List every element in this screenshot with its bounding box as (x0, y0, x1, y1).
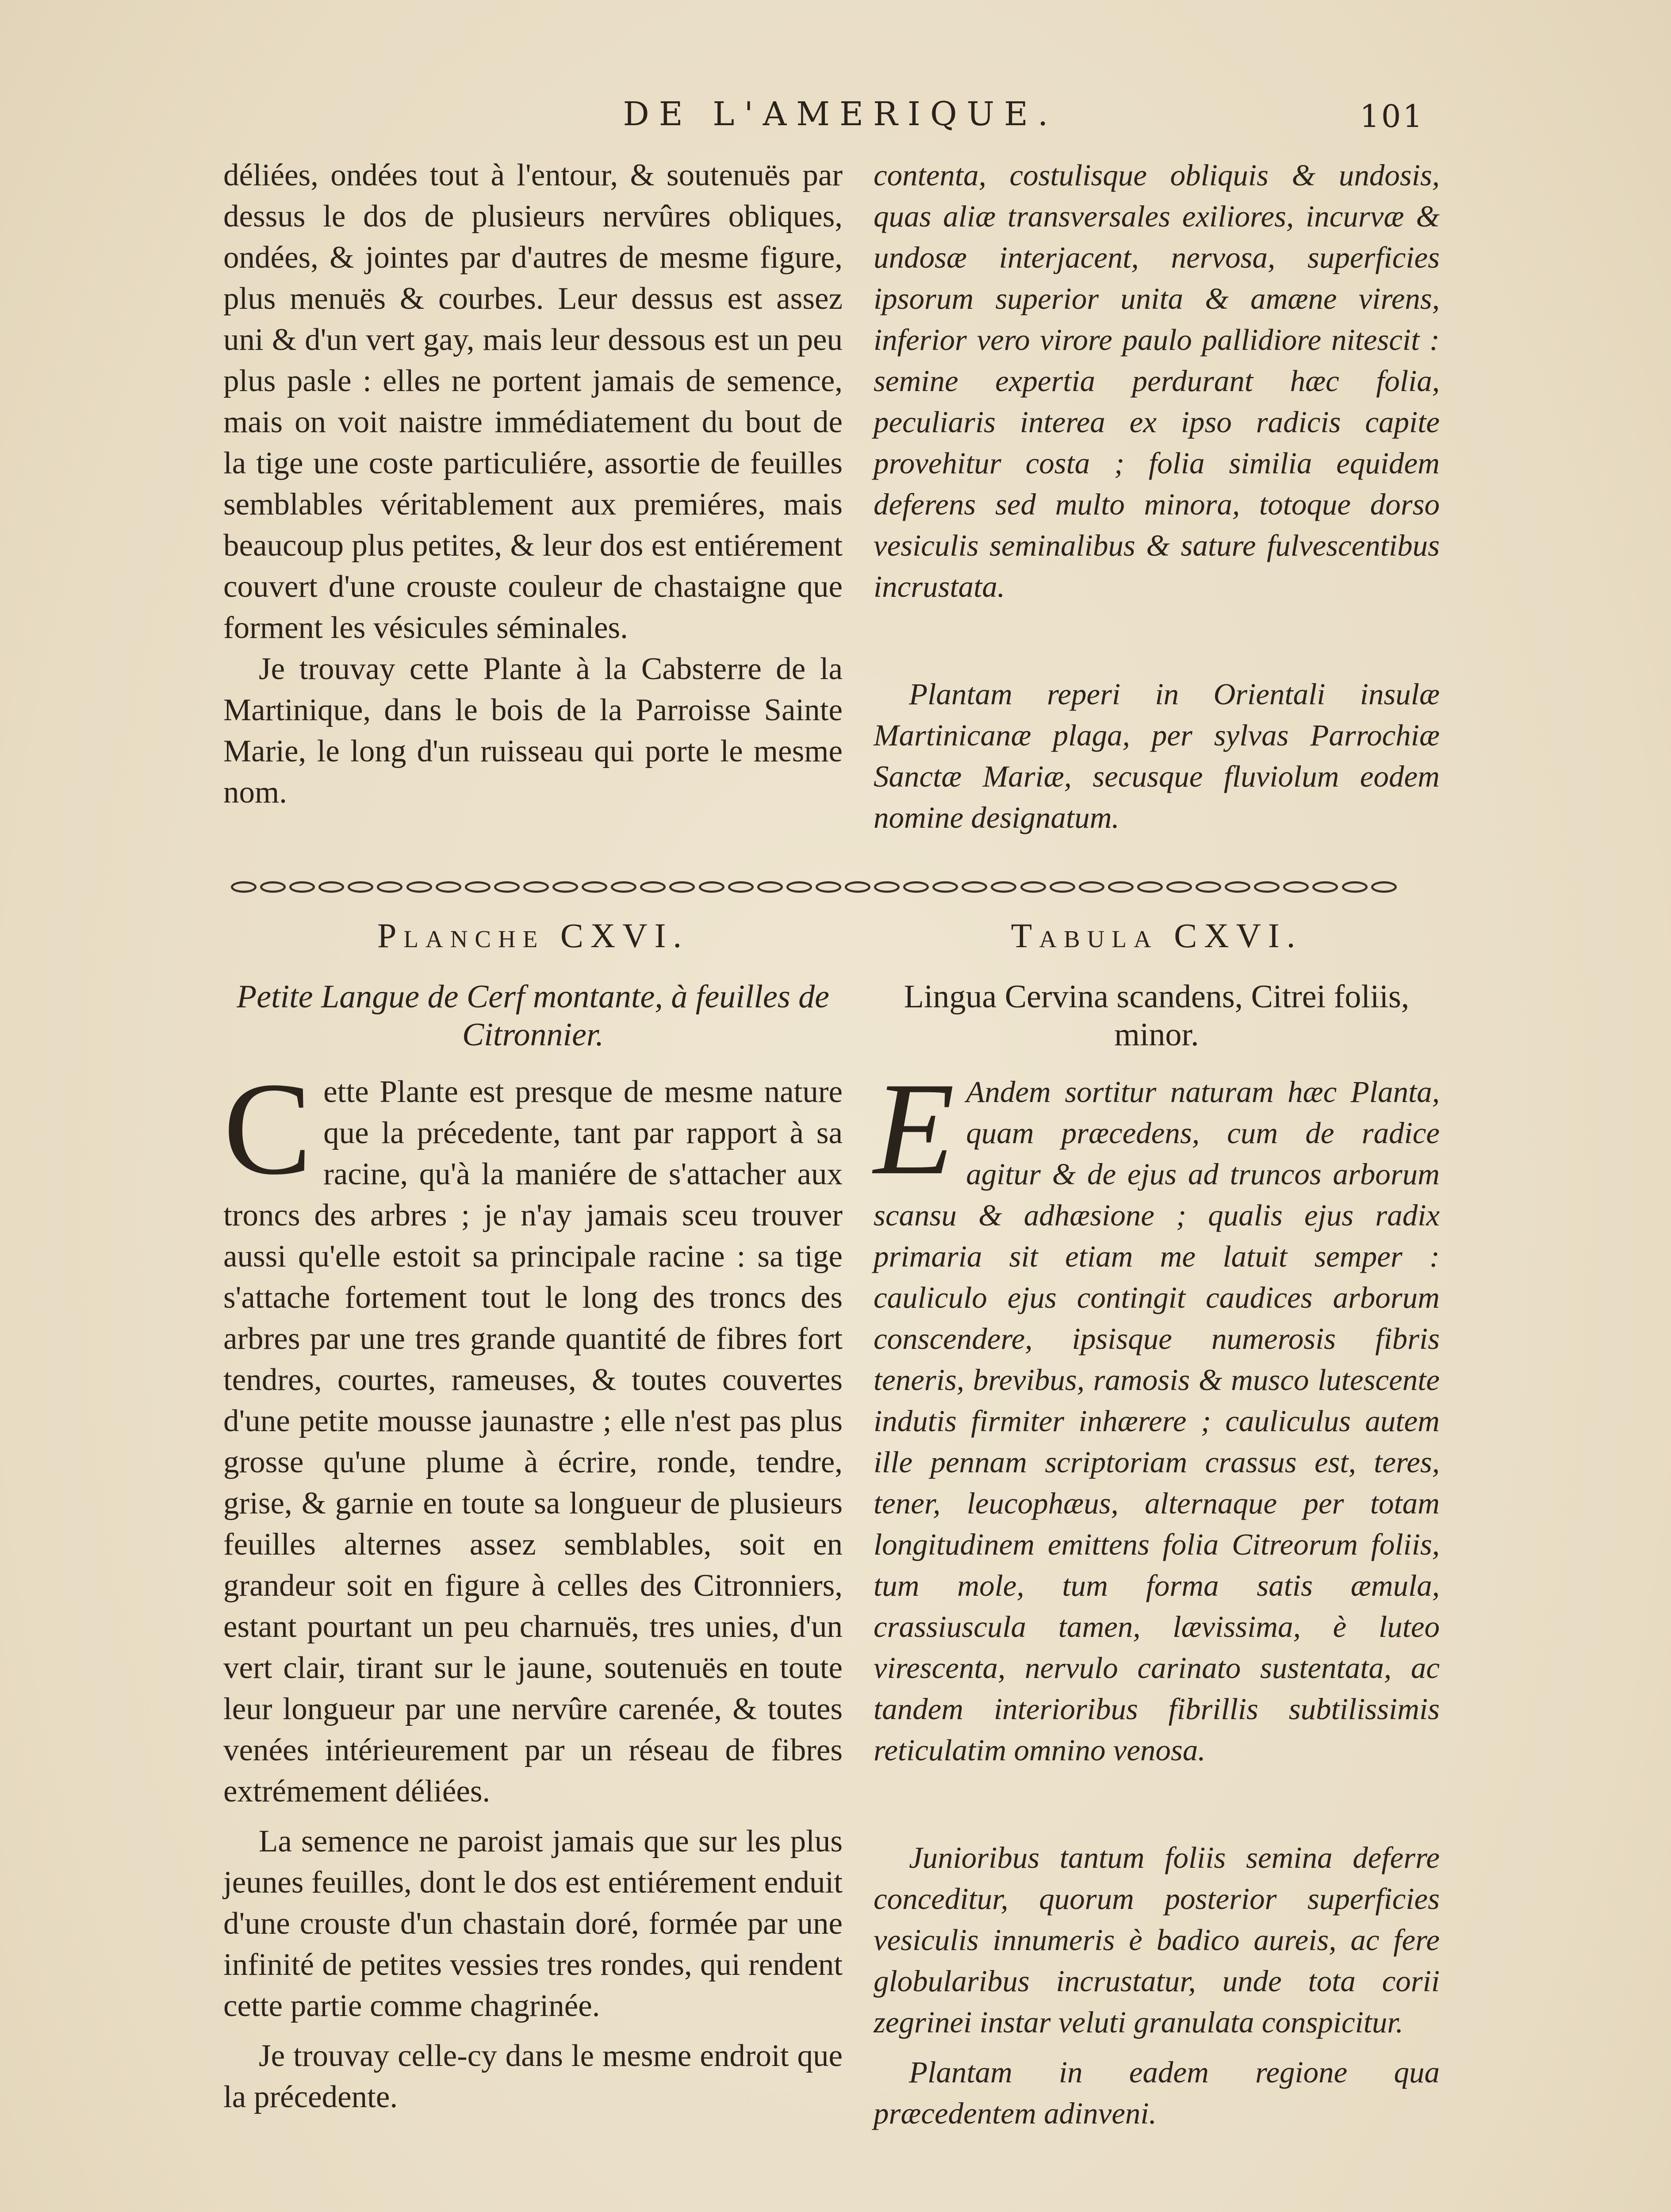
upper-latin-paragraph-1: contenta, costulisque obliquis & undosis, quas aliæ transversales exiliores, incurvæ & undosæ interjacent, nervosa, superficies ipsorum superior unita & amæne virens, inferior vero virore paulo pallidiore nitescit : semine expertia perdurant hæc folia, peculiaris interea ex ipso radicis capite provehitur costa ; folia similia equidem deferens sed multo minora, totoque dorso vesiculis seminalibus & sature fulvescentibus incrustata. (874, 158, 1440, 603)
upper-latin-habitat-paragraph: Plantam reperi in Orientali insulæ Martinicanæ plaga, per sylvas Parrochiæ Sanctæ Mariæ, secusque fluviolum eodem nomine designatum. (874, 677, 1440, 834)
plant-title-french: Petite Langue de Cerf montante, à feuilles de Citronnier. (237, 979, 829, 1053)
latin-description (874, 1055, 1440, 2134)
lower-french-column (223, 916, 843, 2118)
running-head: DE L'AMERIQUE. (623, 95, 1058, 133)
plate-heading-french: Planche CXVI. (377, 916, 689, 955)
french-description (223, 1055, 843, 2118)
french-description-paragraph-1: ette Plante est presque de mesme nature que la précedente, tant par rapport à sa racine, qu'à la maniére de s'attacher aux troncs des arbres ; je n'ay jamais sceu trouver aussi qu'elle estoit sa principale racine : sa tige s'attache fortement tout le long des troncs des arbres par une tres grande quantité de fibres fort tendres, courtes, rameuses, & toutes couvertes d'une petite mousse jaunastre ; elle n'est pas plus grosse qu'une plume à écrire, ronde, tendre, grise, & garnie en toute sa longueur de plusieurs feuilles alternes assez semblables, soit en grandeur soit en figure à celles des Citronniers, estant pourtant un peu charnuës, tres unies, d'un vert clair, tirant sur le jaune, soutenuës en toute leur longueur par une nervûre carenée, & toutes venées intérieurement par un réseau de fibres extrémement déliées. (223, 1075, 843, 1809)
plate-heading-latin: Tabula CXVI. (1011, 916, 1303, 955)
page-number: 101 (1360, 98, 1424, 134)
french-habitat-paragraph: Je trouvay celle-cy dans le mesme endroit que la précedente. (223, 2039, 843, 2114)
drop-cap-latin: E (874, 1055, 955, 1202)
upper-french-column (223, 155, 843, 813)
ornamental-divider (230, 878, 1398, 896)
latin-habitat-paragraph: Plantam in eadem regione qua præcedentem adinveni. (874, 2055, 1440, 2130)
lower-latin-column (874, 916, 1440, 2134)
upper-french-paragraph-1: déliées, ondées tout à l'entour, & soutenuës par dessus le dos de plusieurs nervûres obliques, ondées, & jointes par d'autres de mesme figure, plus menuës & courbes. Leur dessus est assez uni & d'un vert gay, mais leur dessous est un peu plus pasle : elles ne portent jamais de semence, mais on voit naistre immédiatement du bout de la tige une coste particuliére, assortie de feuilles semblables véritablement aux premiéres, mais beaucoup plus petites, & leur dos est entiérement couvert d'une crouste couleur de chastaigne que forment les vésicules séminales. (223, 158, 843, 645)
plant-title-latin: Lingua Cervina scandens, Citrei foliis, minor. (904, 979, 1410, 1053)
drop-cap-french: C (223, 1055, 312, 1202)
latin-seed-paragraph: Junioribus tantum foliis semina deferre conceditur, quorum posterior superficies vesiculis innumeris è badico aureis, ac fere globularibus incrustatur, unde tota corii zegrinei instar veluti granulata conspicitur. (874, 1841, 1440, 2039)
upper-french-habitat-paragraph: Je trouvay cette Plante à la Cabsterre de la Martinique, dans le bois de la Parroisse Sainte Marie, le long d'un ruisseau qui porte le mesme nom. (223, 652, 843, 810)
upper-latin-column (874, 155, 1440, 838)
latin-description-paragraph-1: Andem sortitur naturam hæc Planta, quam præcedens, cum de radice agitur & de ejus ad truncos arborum scansu & adhæsione ; qualis ejus radix primaria sit etiam me latuit semper : cauliculo ejus contingit caudices arborum conscendere, ipsisque numerosis fibris teneris, brevibus, ramosis & musco lutescente indutis firmiter inhærere ; cauliculus autem ille pennam scriptoriam crassus est, teres, tener, leucophæus, alternaque per totam longitudinem emittens folia Citreorum foliis, tum mole, tum forma satis æmula, crassiuscula tamen, lævissima, è luteo virescenta, nervulo carinato sustentata, ac tandem interioribus fibrillis subtilissimis reticulatim omnino venosa. (874, 1075, 1440, 1767)
french-seed-paragraph: La semence ne paroist jamais que sur les plus jeunes feuilles, dont le dos est entiérement enduit d'une crouste d'un chastain doré, formée par une infinité de petites vessies tres rondes, qui rendent cette partie comme chagrinée. (223, 1824, 843, 2023)
